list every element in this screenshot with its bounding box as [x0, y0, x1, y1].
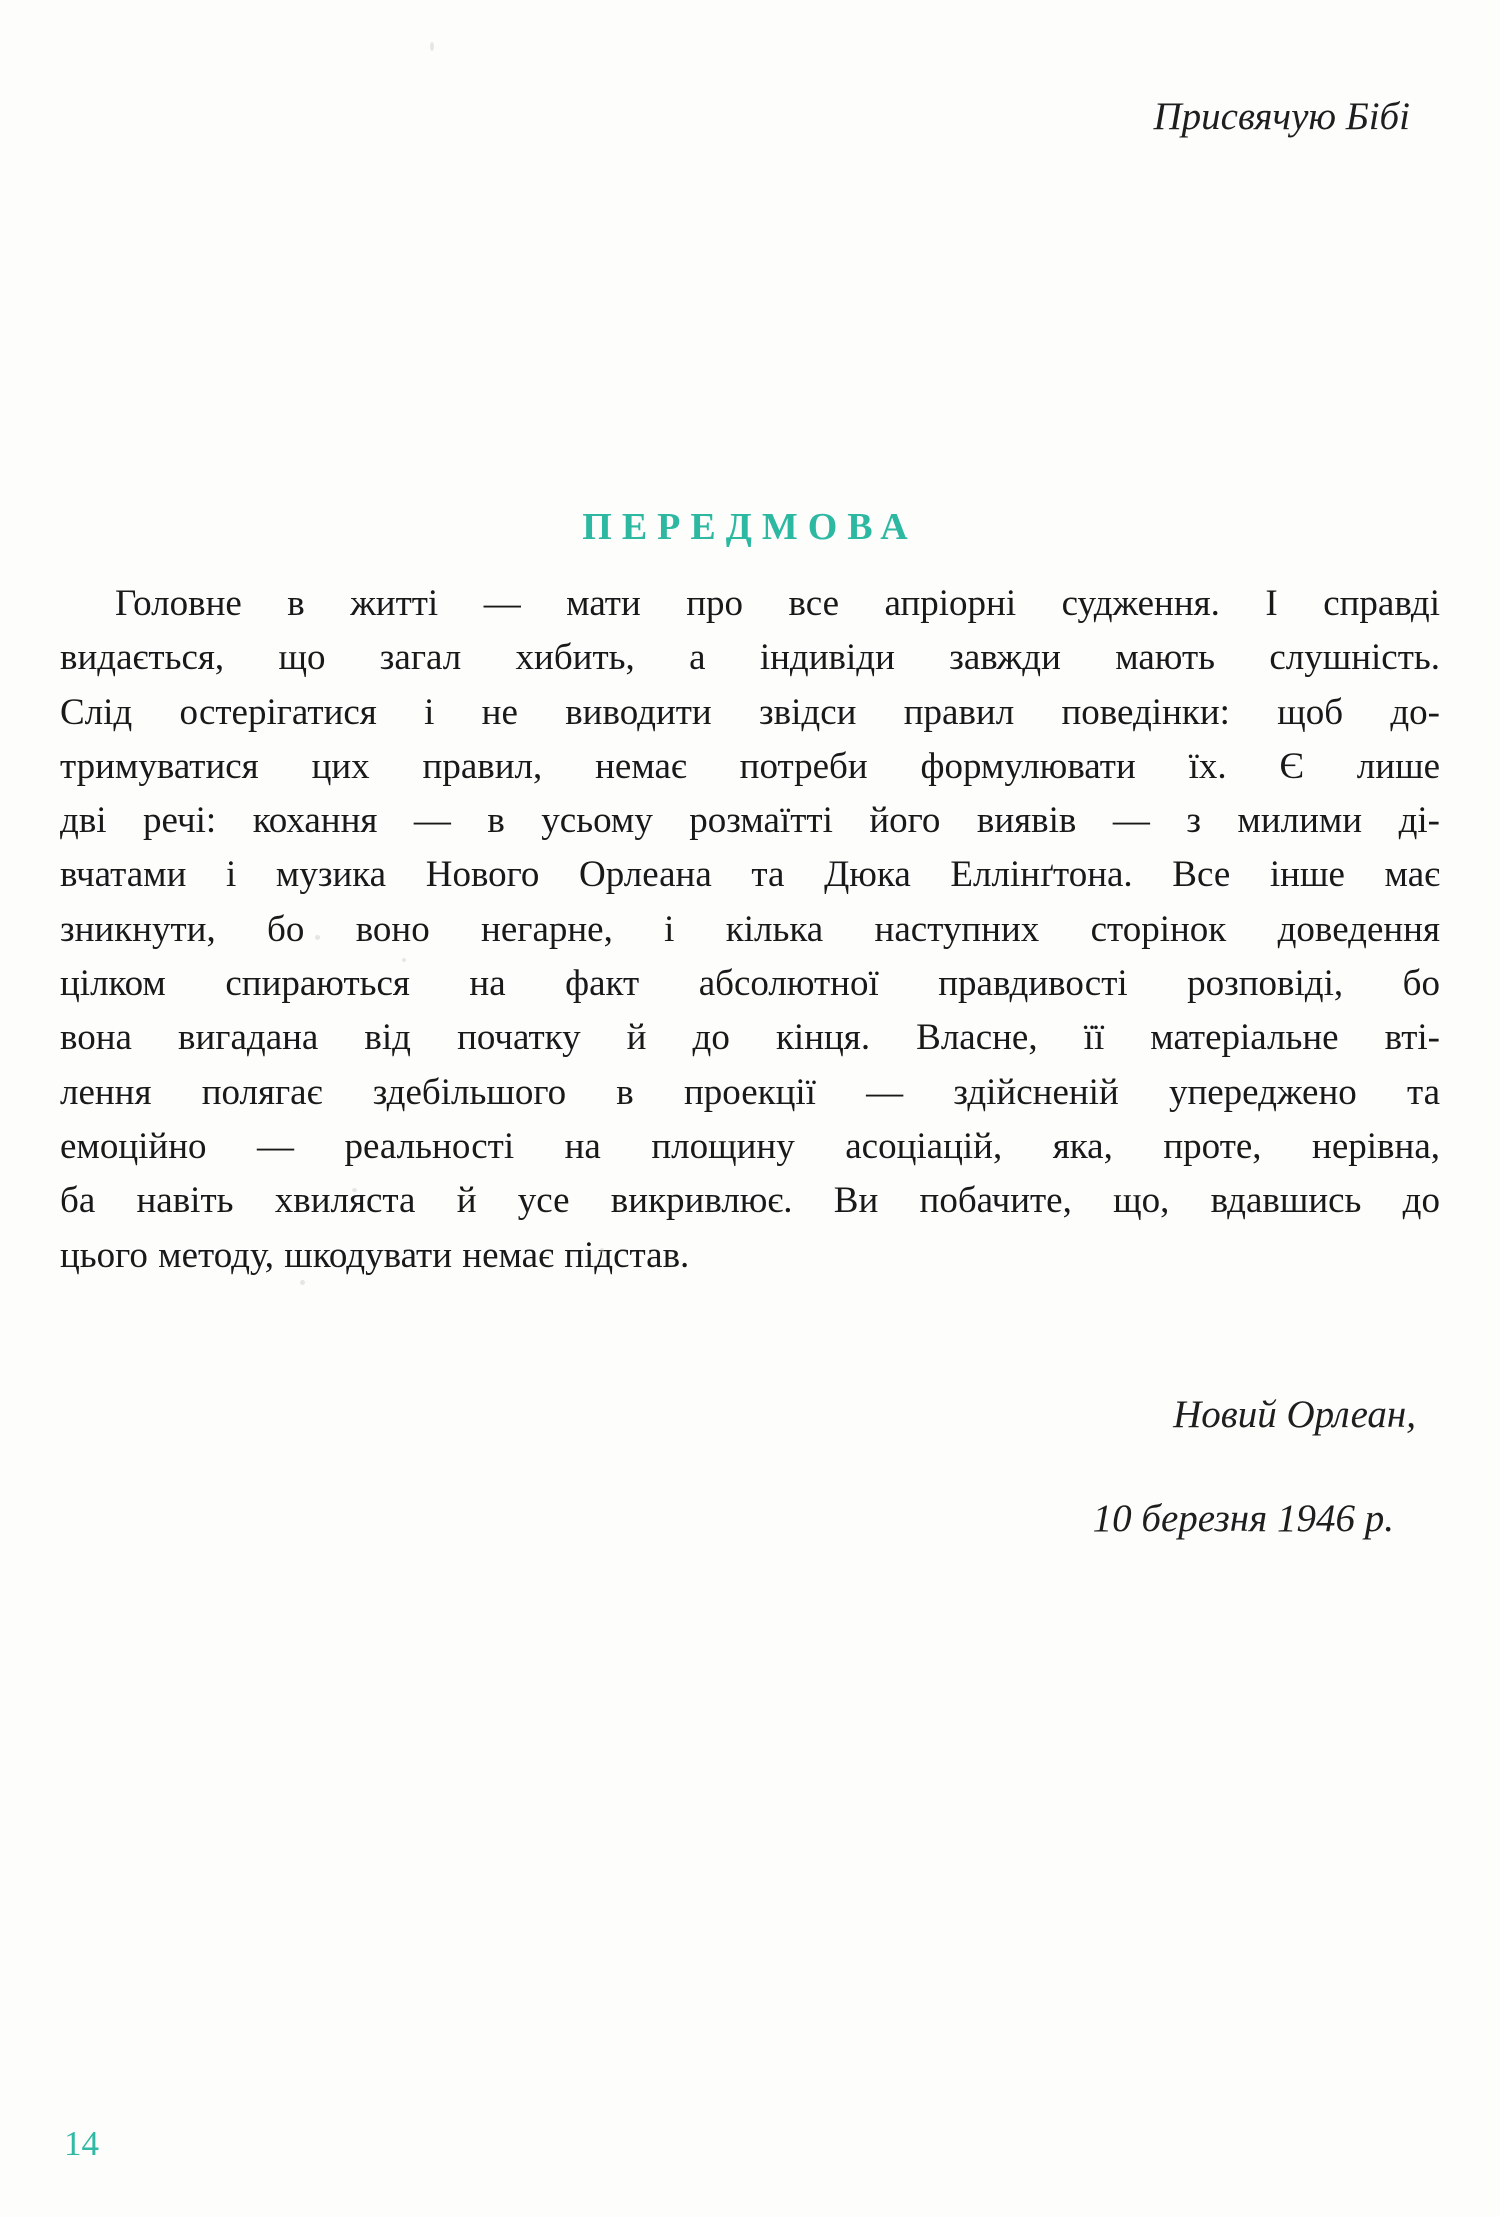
page-number: 14 — [64, 2124, 99, 2163]
paragraph-line: емоційно — реальності на площину асоціацій, яка, проте, нерівна, — [60, 1125, 1440, 1167]
signature-date: 10 березня 1946 р. — [1092, 1497, 1394, 1540]
scan-speck — [600, 1248, 604, 1252]
scan-speck — [430, 42, 434, 51]
scan-speck — [315, 935, 320, 940]
signature-place: Новий Орлеан, — [1173, 1393, 1416, 1436]
paragraph-line: дві речі: кохання — в усьому розмаїтті його виявів — з милими ді- — [60, 800, 1440, 842]
scan-speck — [402, 958, 406, 962]
paragraph-line: вчатами і музика Нового Орлеана та Дюка Еллінґтона. Все інше має — [60, 854, 1440, 896]
paragraph-line: тримуватися цих правил, немає потреби формулювати їх. Є лише — [60, 745, 1440, 787]
paragraph-line: видається, що загал хибить, а індивіди завжди мають слушність. — [60, 637, 1440, 679]
paragraph-line: вона вигадана від початку й до кінця. Власне, її матеріальне вті- — [60, 1017, 1440, 1059]
paragraph-line: ба навіть хвиляста й усе викривлює. Ви побачите, що, вдавшись до — [60, 1180, 1440, 1222]
scan-speck — [352, 1188, 357, 1192]
paragraph-line: цього методу, шкодувати немає підстав. — [60, 1234, 690, 1276]
chapter-heading: ПЕРЕДМОВА — [582, 506, 918, 548]
scan-speck — [300, 1280, 305, 1285]
paragraph-line: зникнути, бо воно негарне, і кілька наступних сторінок доведення — [60, 908, 1440, 950]
paragraph-line: цілком спираються на факт абсолютної правдивості розповіді, бо — [60, 963, 1440, 1005]
preface-paragraph — [60, 577, 1440, 1283]
paragraph-line: лення полягає здебільшого в проекції — здійсненій упереджено та — [60, 1071, 1440, 1113]
dedication-text: Присвячую Бібі — [1153, 95, 1410, 138]
paragraph-line: Головне в житті — мати про все апріорні судження. І справді — [115, 583, 1440, 624]
paragraph-line: Слід остерігатися і не виводити звідси правил поведінки: щоб до- — [60, 691, 1440, 733]
